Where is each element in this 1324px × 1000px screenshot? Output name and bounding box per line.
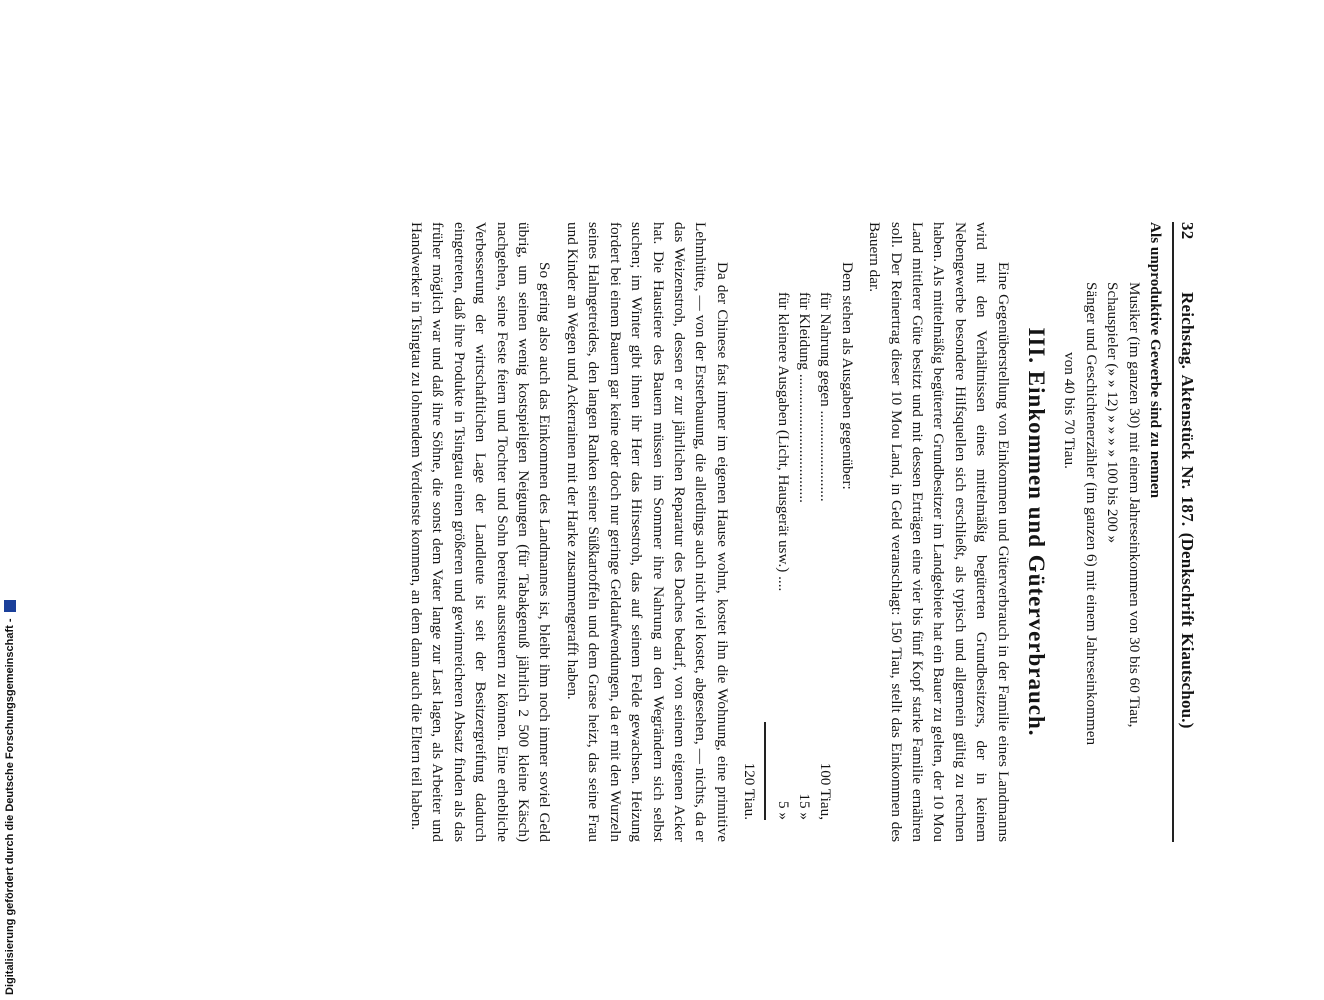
section-heading: III. Einkommen und Güterverbrauch. — [1023, 327, 1049, 737]
schauspieler-line: Schauspieler (» » 12) » » » » 100 bis 200 » — [1104, 282, 1122, 544]
saenger-line: Sänger und Geschichtenerzähler (im ganzen 6) mit einem Jahreseinkommen — [1082, 282, 1100, 746]
expense-label: für Nahrung gegen ........................ — [817, 292, 835, 502]
expense-label: für Kleidung .................................. — [795, 292, 813, 503]
digitization-credit — [4, 0, 16, 995]
paragraph-housing: Da der Chinese fast immer im eigenen Hause wohnt, kostet ihn die Wohnung, eine primitive Lehmhütte, — von der Ersterbauung, die allerdings auch nicht viel kostet, abgesehen, — nichts, da er das Weizenstroh, dessen er zur jährlichen Reparatur des Daches bedarf, von seinem eigenen Acker hat. Die Haustiere des Bauern müssen im Sommer ihre Nahrung an den Wegrändern sich selbst suchen; im Winter gibt ihnen ihr Herr das Hirsestroh, das auf seinem Felde gewachsen. Heizung fordert bei einem Bauern gar keine oder doch nur geringe Geldaufwendungen, da er mit den Wurzeln seines Halmgetreides, den langen Ranken seiner Süßkartoffeln und dem Grase heizt, das seine Frau und Kinder an Wegen und Ackerrainen mit der Harke zusammengerafft haben. — [563, 222, 731, 842]
expenses-intro: Dem stehen als Ausgaben gegenüber: — [838, 262, 856, 490]
text-body — [406, 222, 1166, 842]
expense-value: 100 Tiau, — [817, 762, 835, 820]
intro-line: Als unproduktive Gewerbe sind zu nennen — [1147, 222, 1164, 499]
expense-table — [739, 222, 837, 842]
saenger-line-cont: von 40 bis 70 Tiau. — [1061, 352, 1079, 469]
expense-value: 15 » — [795, 793, 813, 820]
expense-row — [794, 222, 815, 842]
running-title: Reichstag. Aktenstück Nr. 187. (Denkschrift Kiautschou.) — [1178, 292, 1197, 729]
musiker-line: Musiker (im ganzen 30) mit einem Jahreseinkommen von 30 bis 60 Tiau, — [1125, 282, 1143, 728]
page-number: 32 — [1178, 222, 1197, 240]
expense-row — [815, 222, 836, 842]
sum-rule — [764, 722, 766, 820]
expense-value: 5 » — [774, 801, 792, 820]
expense-label: für kleinere Ausgaben (Licht, Hausgerät usw.) .... — [774, 292, 792, 592]
expense-row — [772, 222, 793, 842]
paragraph-improvement: So gering also auch das Einkommen des Landmannes ist, bleibt ihm noch immer soviel Geld übrig, um seinen wenig kostspieligen Neigungen (für Tabakgenuß jährlich 2 500 kleine Käsch) nachgehen, seine Feste feiern und Tochter und Sohn bereinst aussteuern zu können. Eine erhebliche Verbesserung der wirtschaftlichen Lage der Landleute ist seit der Besitzergreifung dadurch eingetreten, daß ihre Produkte in Tsingtau einen größeren und gewinnreicheren Absatz finden als das früher möglich war und daß ihre Söhne, die sonst dem Vater lange zur Last lagen, als Arbeiter und Handwerker in Tsingtau zu lohnendem Verdienste kommen, an dem dann auch die Eltern teil haben. — [408, 222, 554, 842]
document-page — [200, 222, 1200, 842]
credit-text: Digitalisierung gefördert durch die Deutsche Forschungsgemeinschaft - — [4, 618, 16, 995]
paragraph-income: Eine Gegenüberstellung von Einkommen und Güterverbrauch in der Familie eines Landmanns wird mit den Verhältnissen eines mittelmäßig begüterten Grundbesitzers, der in keinem Nebengewerbe besondere Hilfsquellen sich erschließt, als typisch und allgemein gültig zu rechnen haben. Als mittelmäßig begüterter Grundbesitzer im Landgebiete hat ein Bauer zu gelten, der 10 Mou Land mittlerer Güte besitzt und mit dessen Erträgen eine vier bis fünf Kopf starke Familie ernähren soll. Der Reinertrag dieser 10 Mou Land, in Geld veranschlagt: 150 Tiau, stellt das Einkommen des Bauern dar. — [866, 222, 1012, 842]
dfg-logo-icon — [4, 600, 16, 612]
expense-total: 120 Tiau. — [741, 762, 759, 820]
running-header — [1172, 222, 1200, 842]
